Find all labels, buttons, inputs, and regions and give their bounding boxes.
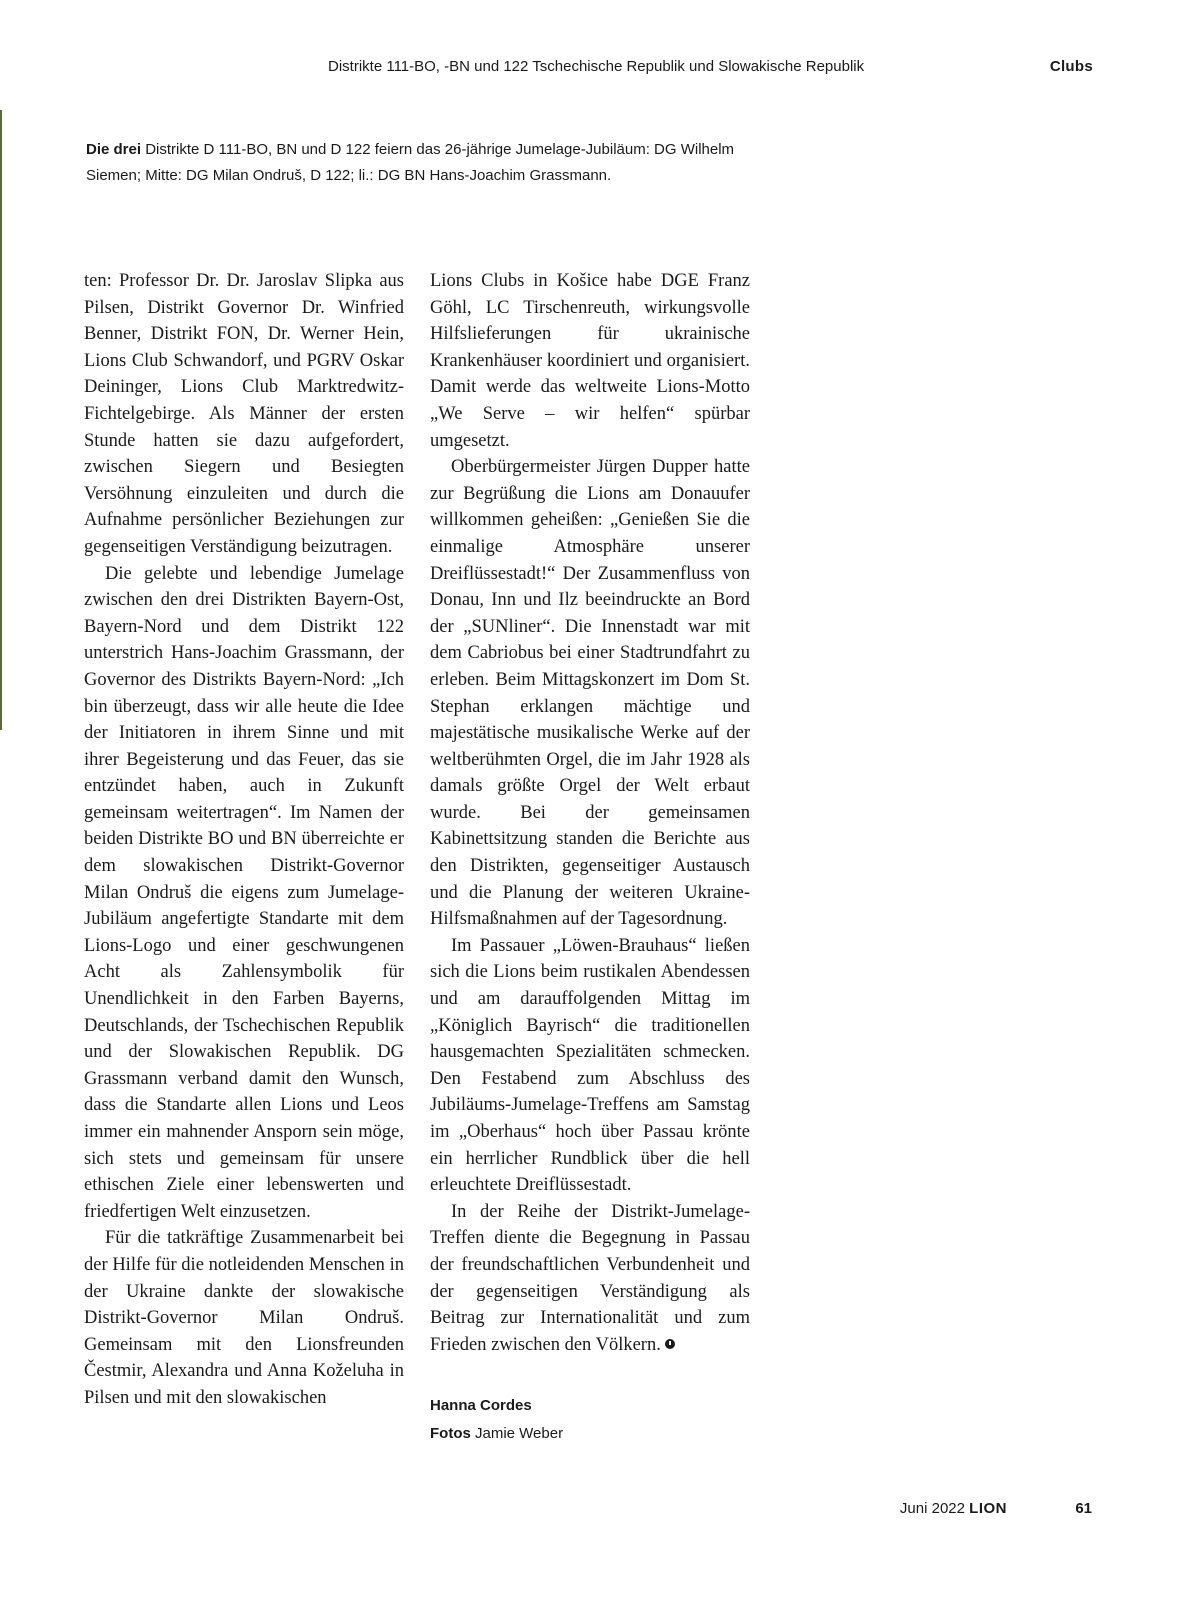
- category-label: Clubs: [1049, 58, 1093, 75]
- photo-credit: [430, 1420, 563, 1448]
- photo-caption: [86, 137, 746, 189]
- article-column-left: [84, 268, 404, 1412]
- caption-lead: Die drei: [86, 141, 142, 158]
- article-paragraph: Im Passauer „Löwen-Brauhaus“ ließen sich die Lions beim rustikalen Abendessen und am darauffolgenden Mittag im „Königlich Bayrisch“ die traditionellen hausgemachten Spezialitäten schmecken. Den Festabend zum Abschluss des Jubiläums-Jumelage-Treffens am Samstag im „Oberhaus“ hoch über Passau krönte ein herrlicher Rundblick über die hell erleuchtete Dreiflüssestadt.: [430, 935, 750, 1196]
- article-paragraph: Oberbürgermeister Jürgen Dupper hatte zur Begrüßung die Lions am Donauufer willkommen geheißen: „Genießen Sie die einmalige Atmosphäre unserer Dreiflüssestadt!“ Der Zusammenfluss von Donau, Inn und Ilz beeindruckte an Bord der „SUNliner“. Die Innenstadt war mit dem Cabriobus bei einer Stadtrundfahrt zu erleben. Beim Mittagskonzert im Dom St. Stephan erklangen mächtige und majestätische musikalische Werke auf der weltberühmten Orgel, die im Jahr 1928 als damals größte Orgel der Welt erbaut wurde. Bei der gemeinsamen Kabinettsitzung standen die Berichte aus den Distrikten, gegenseitiger Austausch und die Planung der weiteren Ukraine-Hilfsmaßnahmen auf der Tagesordnung.: [430, 457, 750, 930]
- issue-date: Juni 2022: [899, 1500, 965, 1517]
- article-paragraph: ten: Professor Dr. Dr. Jaroslav Slipka aus Pilsen, Distrikt Governor Dr. Winfried Benner, Distrikt FON, Dr. Werner Hein, Lions Club Schwandorf, und PGRV Oskar Deininger, Lions Club Marktredwitz-Fichtelgebirge. Als Männer der ersten Stunde hatten sie dazu aufgefordert, zwischen Siegern und Besiegten Versöhnung einzuleiten und durch die Aufnahme persönlicher Beziehungen zur gegenseitigen Verständigung beizutragen.: [84, 271, 404, 557]
- magazine-name: LION: [969, 1500, 1007, 1517]
- photographer-name: Jamie Weber: [470, 1425, 564, 1442]
- article-column-right: [430, 268, 750, 1358]
- article-paragraph: Die gelebte und lebendige Jumelage zwischen den drei Distrikten Bayern-Ost, Bayern-Nord und dem Distrikt 122 unterstrich Hans-Joachim Grassmann, der Governor des Distrikts Bayern-Nord: „Ich bin überzeugt, dass wir alle heute die Idee der Initiatoren in ihrem Sinne und mit ihrer Begeisterung und das Feuer, das sie entzündet haben, auch in Zukunft gemeinsam weitertragen“. Im Namen der beiden Distrikte BO und BN überreichte er dem slowakischen Distrikt-Governor Milan Ondruš die eigens zum Jumelage-Jubiläum angefertigte Standarte mit dem Lions-Logo und einer geschwungenen Acht als Zahlensymbolik für Unendlichkeit in den Farben Bayerns, Deutschlands, der Tschechischen Republik und der Slowakischen Republik. DG Grassmann verband damit den Wunsch, dass die Standarte allen Lions und Leos immer ein mahnender Ansporn sein möge, sich stets und gemeinsam für unsere ethischen Ziele einer lebenswerten und friedfertigen Welt einzusetzen.: [84, 563, 404, 1222]
- article-credits: [430, 1392, 563, 1448]
- article-paragraph: Lions Clubs in Košice habe DGE Franz Göhl, LC Tirschenreuth, wirkungsvolle Hilfslieferungen für ukrainische Krankenhäuser koordiniert und organisiert. Damit werde das weltweite Lions-Motto „We Serve – wir helfen“ spürbar umgesetzt.: [430, 271, 750, 451]
- running-footer: [0, 1500, 1200, 1522]
- caption-text: Distrikte D 111-BO, BN und D 122 feiern das 26-jährige Jumelage-Jubiläum: DG Wilhelm Siemen; Mitte: DG Milan Ondruš, D 122; li.: DG BN Hans-Joachim Grassmann.: [86, 141, 735, 184]
- author-name: Hanna Cordes: [430, 1397, 532, 1414]
- article-paragraph-final: [430, 1199, 750, 1359]
- page-number: 61: [1075, 1500, 1092, 1517]
- final-paragraph-text: In der Reihe der Distrikt-Jumelage-Treffen diente die Begegnung in Passau der freundschaftlichen Verbundenheit und der gegenseitigen Verständigung als Beitrag zur Internationalität und zum Frieden zwischen den Völkern.: [430, 1201, 750, 1355]
- running-header: [0, 58, 1200, 78]
- page-edge-bar: [0, 110, 2, 730]
- photo-credit-label: Fotos: [430, 1425, 471, 1442]
- section-title: Distrikte 111-BO, -BN und 122 Tschechische Republik und Slowakische Republik: [328, 58, 865, 75]
- issue-info: [900, 1500, 1007, 1517]
- end-of-article-icon: [665, 1339, 675, 1349]
- article-paragraph: Für die tatkräftige Zusammenarbeit bei der Hilfe für die notleidenden Menschen in der Ukraine dankte der slowakische Distrikt-Governor Milan Ondruš. Gemeinsam mit den Lionsfreunden Čestmir, Alexandra und Anna Koželuha in Pilsen und mit den slowakischen: [84, 1228, 404, 1408]
